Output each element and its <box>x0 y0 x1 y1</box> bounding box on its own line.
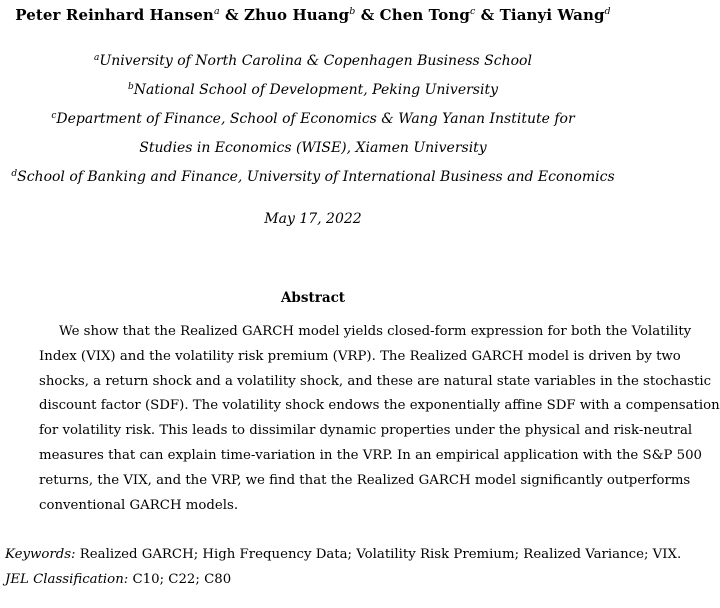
author-name: Zhuo Huang <box>244 6 350 24</box>
abstract-line: discount factor (SDF). The volatility shock endows the exponentially affine SDF with a compensation <box>39 398 720 414</box>
affiliation-text: National School of Development, Peking University <box>133 82 498 98</box>
jel-value: C10; C22; C80 <box>132 572 232 587</box>
author-name: Chen Tong <box>379 6 470 24</box>
abstract-heading: Abstract <box>280 290 346 306</box>
affiliation-c-continued <box>0 140 626 156</box>
abstract-line: for volatility risk. This leads to dissimilar dynamic properties under the physical and risk-neutral <box>39 423 693 439</box>
keywords-value: Realized GARCH; High Frequency Data; Volatility Risk Premium; Realized Variance; VIX. <box>79 547 682 562</box>
affiliation-c <box>0 111 626 127</box>
affiliation-text: School of Banking and Finance, University of International Business and Economics <box>17 169 615 185</box>
abstract-line: We show that the Realized GARCH model yields closed-form expression for both the Volatility <box>59 324 692 339</box>
affiliation-d <box>0 169 626 185</box>
affiliation-b <box>0 82 626 98</box>
affiliation-mark: a <box>94 53 100 63</box>
affiliation-text: Studies in Economics (WISE), Xiamen University <box>139 140 487 156</box>
affiliation-a <box>0 53 626 69</box>
author-separator: & <box>475 6 500 24</box>
abstract-body <box>39 320 720 518</box>
jel-label: JEL Classification: <box>5 572 129 587</box>
abstract-line: conventional GARCH models. <box>39 497 239 513</box>
author-affiliation-mark: b <box>349 6 356 17</box>
keywords-line <box>5 547 681 562</box>
author-name: Tianyi Wang <box>499 6 605 24</box>
author-affiliation-mark: a <box>213 6 220 17</box>
abstract-line: measures that can explain time-variation in the VRP. In an empirical application with the S&P 500 <box>39 447 702 463</box>
affiliation-mark: c <box>51 111 57 121</box>
affiliation-text: Department of Finance, School of Economics & Wang Yanan Institute for <box>56 111 575 127</box>
affiliation-text: University of North Carolina & Copenhagen Business School <box>99 53 532 69</box>
abstract-line: Index (VIX) and the volatility risk premium (VRP). The Realized GARCH model is driven by two <box>39 348 681 364</box>
abstract-line: shocks, a return shock and a volatility shock, and these are natural state variables in the stochastic <box>39 373 712 389</box>
author-list <box>0 6 626 24</box>
keywords-label: Keywords: <box>5 547 76 562</box>
jel-line <box>5 572 231 587</box>
paper-date: May 17, 2022 <box>264 211 362 227</box>
author-affiliation-mark: c <box>469 6 476 17</box>
affiliation-mark: b <box>128 82 134 92</box>
author-separator: & <box>219 6 244 24</box>
abstract-line: returns, the VIX, and the VRP, we find that the Realized GARCH model significantly outperforms <box>39 472 691 488</box>
author-affiliation-mark: d <box>604 6 611 17</box>
author-separator: & <box>355 6 380 24</box>
affiliation-mark: d <box>11 169 18 179</box>
author-name: Peter Reinhard Hansen <box>15 6 214 24</box>
